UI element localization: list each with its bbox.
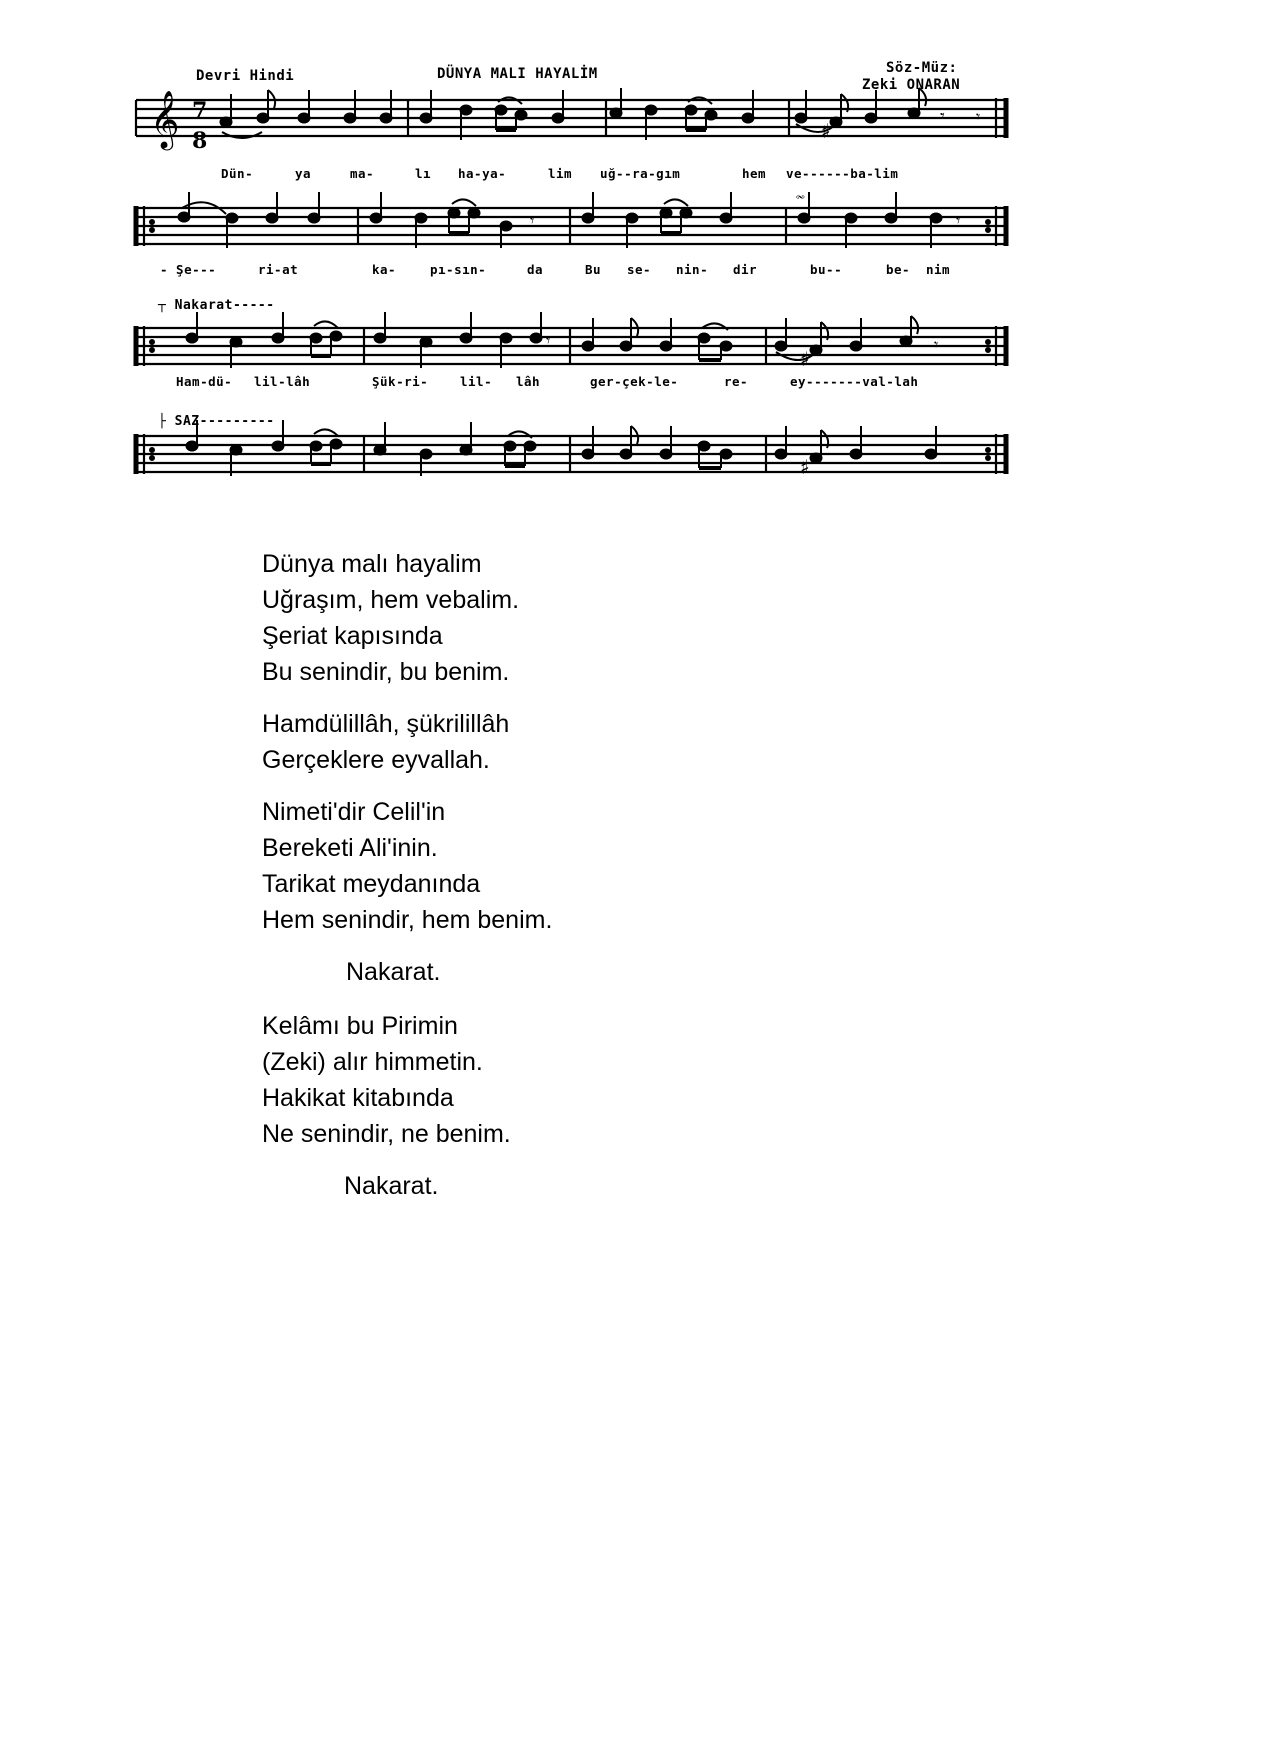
lyric-3-2: lil-lâh <box>254 374 311 389</box>
lyric-3-4: lil- <box>460 374 493 389</box>
verse-line: Şeriat kapısında <box>262 622 443 650</box>
refrain-label-1: Nakarat. <box>346 958 441 986</box>
refrain-label-2: Nakarat. <box>344 1172 439 1200</box>
verse-line: Hamdülillâh, şükrilillâh <box>262 710 510 738</box>
verse-2 <box>262 706 509 778</box>
lyric-2-4: pı-sın- <box>430 262 487 277</box>
credit-name: Zeki ONARAN <box>862 77 961 93</box>
lyric-3-7: re- <box>724 374 749 389</box>
verse-line: (Zeki) alır himmetin. <box>262 1048 483 1076</box>
verse-line: Tarikat meydanında <box>262 870 481 898</box>
lyric-2-8: nin- <box>676 262 709 277</box>
lyric-3-1: Ham-dü- <box>176 374 233 389</box>
treble-clef: 𝄞 <box>150 90 180 148</box>
song-title: DÜNYA MALI HAYALİM <box>437 66 598 82</box>
verse-line: Nimeti'dir Celil'in <box>262 798 446 826</box>
lyric-2-10: bu-- <box>810 262 843 277</box>
lyric-2-12: nim <box>926 262 951 277</box>
eighth-rest: 𝄾 <box>976 107 981 126</box>
sharp-sign: ♯ <box>800 455 810 479</box>
music-staff-4 <box>136 424 1016 504</box>
lyric-2-1: - Şe--- <box>160 262 217 277</box>
lyric-1-3: ma- <box>350 166 375 181</box>
lyric-3-8: ey-------val-lah <box>790 374 919 389</box>
lyric-3-5: lâh <box>516 374 541 389</box>
section-label-nakarat: ┬ Nakarat----- <box>158 298 275 313</box>
lyric-2-11: be- <box>886 262 911 277</box>
lyric-2-2: ri-at <box>258 262 299 277</box>
verse-3 <box>262 794 552 938</box>
lyric-1-7: uğ--ra-gım <box>600 166 681 181</box>
verse-line: Ne senindir, ne benim. <box>262 1120 511 1148</box>
lyric-1-5: ha-ya- <box>458 166 507 181</box>
time-signature-bottom: 8 <box>192 128 208 154</box>
eighth-rest: 𝄾 <box>546 331 551 350</box>
eighth-rest: 𝄾 <box>956 211 961 230</box>
lyric-1-9: ve------ba-lim <box>786 166 899 181</box>
verse-4 <box>262 1008 511 1152</box>
lyric-2-3: ka- <box>372 262 397 277</box>
lyric-2-6: Bu <box>585 262 602 277</box>
lyric-2-5: da <box>527 262 544 277</box>
eighth-rest: 𝄾 <box>530 211 535 230</box>
lyric-1-2: ya <box>295 166 312 181</box>
eighth-rest: 𝄾 <box>934 335 939 354</box>
time-signature-top: 7 <box>192 98 208 124</box>
verse-line: Gerçeklere eyvallah. <box>262 746 490 774</box>
section-bracket: ┬ <box>158 298 175 313</box>
lyric-1-8: hem <box>742 166 767 181</box>
verse-line: Bereketi Ali'inin. <box>262 834 438 862</box>
verse-line: Bu senindir, bu benim. <box>262 658 510 686</box>
section-bracket: ├ <box>158 414 175 429</box>
lyric-1-1: Dün- <box>221 166 254 181</box>
verse-line: Hem senindir, hem benim. <box>262 906 553 934</box>
verse-line: Kelâmı bu Pirimin <box>262 1012 458 1040</box>
usul-label: Devri Hindi <box>196 68 295 84</box>
eighth-rest: 𝄾 <box>940 106 945 127</box>
credit-label: Söz-Müz: <box>886 60 958 76</box>
section-label-saz: ├ SAZ--------- <box>158 414 275 429</box>
verse-line: Hakikat kitabında <box>262 1084 454 1112</box>
lyric-3-3: Şük-ri- <box>372 374 429 389</box>
lyric-2-9: dir <box>733 262 758 277</box>
sharp-sign: ♯ <box>821 119 831 143</box>
mordent-sign: 𝆗 <box>796 185 805 204</box>
verse-1 <box>262 546 519 690</box>
music-staff-1 <box>136 88 1016 178</box>
lyric-1-4: lı <box>415 166 432 181</box>
sharp-sign: ♯ <box>800 347 810 371</box>
verse-line: Dünya malı hayalim <box>262 550 482 578</box>
lyric-2-7: se- <box>627 262 652 277</box>
verse-line: Uğraşım, hem vebalim. <box>262 586 520 614</box>
lyric-1-6: lim <box>548 166 573 181</box>
lyric-3-6: ger-çek-le- <box>590 374 679 389</box>
